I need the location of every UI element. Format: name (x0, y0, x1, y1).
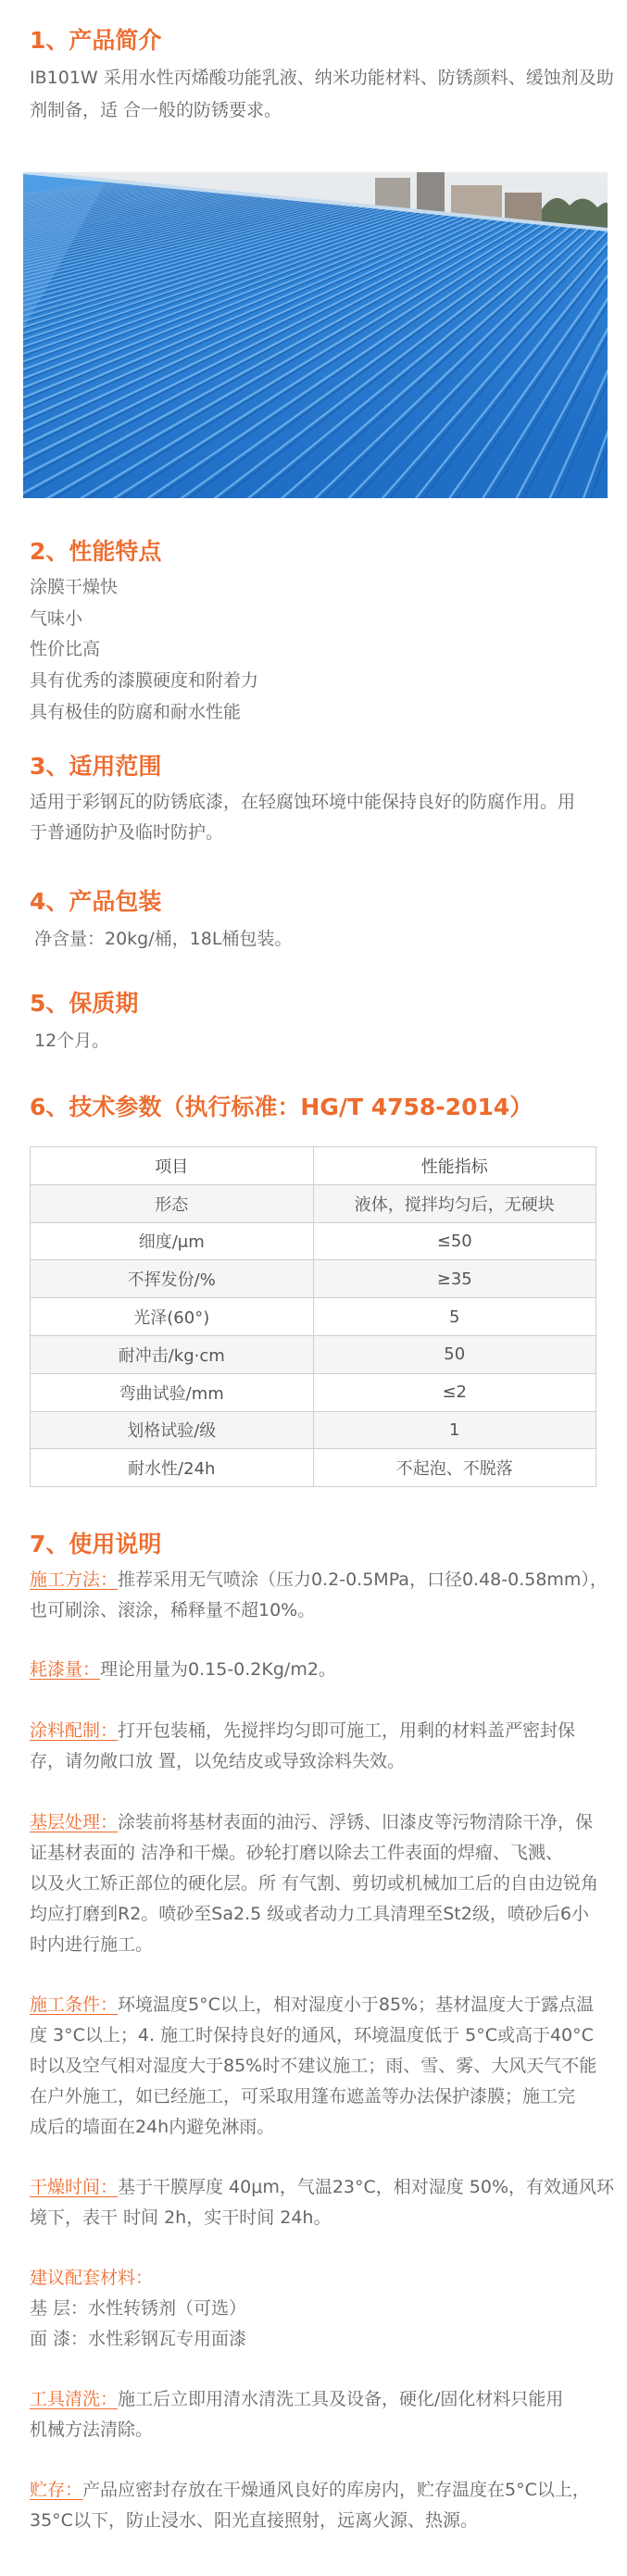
usage-text: 推荐采用无气喷涂（压力0.2-0.5MPa，口径0.48-0.58mm）， (118, 1569, 608, 1590)
usage-line (30, 1716, 602, 1746)
table-row (31, 1335, 596, 1373)
usage-line (30, 1655, 602, 1685)
spec-item: 耐冲击/kg·cm (31, 1335, 314, 1373)
usage-text: 度 3°C以上；4. 施工时保持良好的通风，环境温度低于 5°C或高于40°C (30, 2025, 594, 2045)
usage-text: 理论用量为0.15-0.2Kg/m2。 (100, 1659, 336, 1680)
packaging-text: 净含量：20kg/桶，18L桶包装。 (34, 929, 293, 949)
table-row (31, 1260, 596, 1298)
spec-value: 50 (313, 1335, 596, 1373)
spec-item: 划格试验/级 (31, 1411, 314, 1449)
list-item: 性价比高 (30, 639, 101, 660)
table-row (31, 1449, 596, 1487)
usage-label: 施工条件： (30, 1995, 119, 2015)
table-row (31, 1298, 596, 1336)
usage-label: 贮存： (30, 2480, 83, 2500)
usage-storage (30, 2475, 602, 2536)
spec-value: 不起泡、不脱落 (313, 1449, 596, 1487)
spec-item: 耐水性/24h (31, 1449, 314, 1487)
usage-line (30, 2475, 602, 2506)
usage-text: 基 层：水性转锈剂（可选） (30, 2298, 247, 2319)
usage-text: 机械方法清除。 (30, 2420, 154, 2440)
packaging-heading: 4、产品包装 (30, 888, 162, 915)
spec-item: 光泽(60°) (31, 1298, 314, 1336)
specs-heading: 6、技术参数（执行标准：HG/T 4758-2014） (30, 1094, 533, 1120)
usage-text: 时内进行施工。 (30, 1934, 154, 1955)
spec-header-item: 项目 (31, 1147, 314, 1185)
usage-label: 工具清洗： (30, 2389, 119, 2409)
usage-line (30, 1807, 602, 1838)
usage-text: 均应打磨到R2。喷砂至Sa2.5 级或者动力工具清理至St2级，喷砂后6小 (30, 1904, 589, 1924)
roof-photo (23, 172, 608, 498)
usage-label: 基层处理： (30, 1812, 119, 1832)
usage-surface-prep (30, 1807, 602, 1960)
list-item: 具有极佳的防腐和耐水性能 (30, 701, 242, 722)
scope-paragraph (30, 787, 602, 848)
spec-table (30, 1146, 596, 1487)
usage-text: 产品应密封存放在干燥通风良好的库房内，贮存温度在5°C以上， (82, 2480, 590, 2500)
usage-text: 境下，表干 时间 2h，实干时间 24h。 (30, 2207, 332, 2228)
usage-text: 成后的墙面在24h内避免淋雨。 (30, 2117, 275, 2137)
scope-line: 适用于彩钢瓦的防锈底漆，在轻腐蚀环境中能保持良好的防腐作用。用 (30, 792, 576, 812)
usage-text: 面 漆：水性彩钢瓦专用面漆 (30, 2329, 247, 2349)
features-list (30, 572, 602, 729)
features-heading: 2、性能特点 (30, 538, 162, 565)
usage-text: 以及火工矫正部位的硬化层。所 有气割、剪切或机械加工后的自由边锐角 (30, 1873, 599, 1894)
usage-materials (30, 2263, 602, 2355)
usage-line (30, 1990, 602, 2020)
table-row (31, 1222, 596, 1260)
spec-item: 形态 (31, 1184, 314, 1222)
usage-text: 也可刷涂、滚涂，稀释量不超10%。 (30, 1600, 316, 1620)
usage-application (30, 1565, 608, 1626)
usage-mixing (30, 1716, 602, 1777)
usage-label: 施工方法： (30, 1569, 119, 1590)
usage-line (30, 2172, 615, 2203)
usage-text: 涂装前将基材表面的油污、浮锈、旧漆皮等污物清除干净，保 (118, 1812, 594, 1832)
table-row (31, 1373, 596, 1411)
usage-label: 耗漆量： (30, 1659, 101, 1680)
table-header-row (31, 1147, 596, 1185)
spec-value: ≤50 (313, 1222, 596, 1260)
spec-item: 不挥发份/% (31, 1260, 314, 1298)
list-item: 具有优秀的漆膜硬度和附着力 (30, 670, 259, 692)
list-item: 气味小 (30, 607, 83, 629)
intro-heading: 1、产品简介 (30, 27, 162, 54)
scope-heading: 3、适用范围 (30, 753, 162, 780)
usage-label: 涂料配制： (30, 1720, 119, 1741)
usage-cleaning (30, 2384, 602, 2445)
usage-text: 施工后立即用清水清洗工具及设备，硬化/固化材料只能用 (118, 2389, 564, 2409)
scope-line: 于普通防护及临时防护。 (30, 822, 224, 843)
usage-text: 在户外施工，如已经施工，可采取用篷布遮盖等办法保护漆膜；施工完 (30, 2086, 576, 2107)
usage-text: 35°C以下，防止浸水、阳光直接照射，远离火源、热源。 (30, 2510, 478, 2531)
list-item: 涂膜干燥快 (30, 577, 119, 597)
spec-value: 5 (313, 1298, 596, 1336)
shelf-life-text: 12个月。 (34, 1031, 110, 1051)
intro-line: 剂制备，适 合一般的防锈要求。 (30, 100, 282, 120)
spec-item: 弯曲试验/mm (31, 1373, 314, 1411)
roof-photo-image (23, 172, 608, 498)
usage-line (30, 1565, 608, 1595)
spec-value: ≥35 (313, 1260, 596, 1298)
usage-text: 时以及空气相对湿度大于85%时不建议施工；雨、雪、雾、大风天气不能 (30, 2056, 597, 2076)
usage-text: 证基材表面的 洁净和干燥。砂轮打磨以除去工件表面的焊瘤、飞溅、 (30, 1843, 564, 1863)
spec-value: ≤2 (313, 1373, 596, 1411)
spec-value: 1 (313, 1411, 596, 1449)
usage-text: 环境温度5°C以上，相对湿度小于85%；基材温度大于露点温 (118, 1995, 595, 2015)
usage-consumption (30, 1655, 602, 1685)
spec-value: 液体，搅拌均匀后，无硬块 (313, 1184, 596, 1222)
usage-text: 存，请勿敞口放 置，以免结皮或导致涂料失效。 (30, 1751, 406, 1771)
table-row (31, 1411, 596, 1449)
intro-line: IB101W 采用水性丙烯酸功能乳液、纳米功能材料、防锈颜料、缓蚀剂及助 (30, 68, 614, 88)
intro-paragraph (30, 62, 614, 127)
table-row (31, 1184, 596, 1222)
spec-header-value: 性能指标 (313, 1147, 596, 1185)
usage-label: 干燥时间： (30, 2177, 119, 2197)
usage-line (30, 2384, 602, 2415)
usage-drying (30, 2172, 615, 2233)
shelf-life-heading: 5、保质期 (30, 990, 139, 1017)
usage-label: 建议配套材料： (30, 2268, 154, 2288)
usage-text: 基于干膜厚度 40μm，气温23°C，相对湿度 50%，有效通风环 (118, 2177, 615, 2197)
usage-conditions (30, 1990, 602, 2143)
usage-text: 打开包装桶，先搅拌均匀即可施工，用剩的材料盖严密封保 (118, 1720, 576, 1741)
spec-item: 细度/μm (31, 1222, 314, 1260)
usage-heading: 7、使用说明 (30, 1531, 162, 1557)
